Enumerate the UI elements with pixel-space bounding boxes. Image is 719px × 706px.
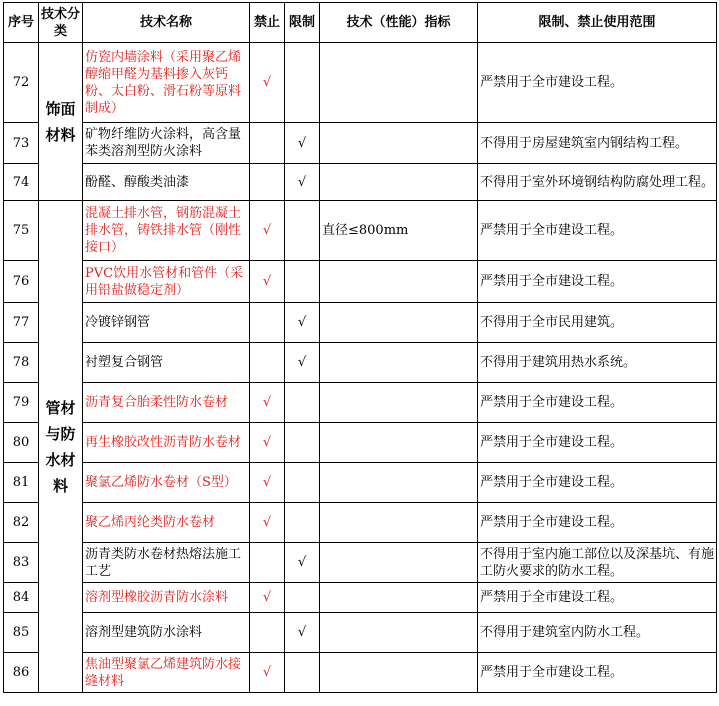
prohibit-mark: [250, 303, 285, 343]
usage-scope: 严禁用于全市建设工程。: [478, 653, 717, 693]
table-row: [4, 343, 717, 383]
header-scope: 限制、禁止使用范围: [478, 3, 717, 43]
table-row: [4, 503, 717, 543]
prohibit-mark: √: [250, 583, 285, 613]
row-number: 72: [4, 43, 39, 123]
spec-value: [320, 164, 478, 201]
header-name: 技术名称: [83, 3, 250, 43]
limit-mark: [285, 463, 320, 503]
row-number: 85: [4, 613, 39, 653]
prohibit-mark: √: [250, 653, 285, 693]
limit-mark: √: [285, 303, 320, 343]
limit-mark: [285, 503, 320, 543]
table-row: [4, 583, 717, 613]
usage-scope: 不得用于室内施工部位以及深基坑、有施工防火要求的防水工程。: [478, 543, 717, 583]
usage-scope: 不得用于房屋建筑室内钢结构工程。: [478, 123, 717, 164]
prohibit-mark: [250, 123, 285, 164]
row-number: 79: [4, 383, 39, 423]
technology-name: 混凝土排水管，钢筋混凝土排水管，铸铁排水管（刚性接口）: [83, 201, 250, 261]
row-number: 86: [4, 653, 39, 693]
technology-name: 聚氯乙烯防水卷材（S型）: [83, 463, 250, 503]
limit-mark: [285, 201, 320, 261]
header-prohibit: 禁止: [250, 3, 285, 43]
limit-mark: √: [285, 123, 320, 164]
table-row: [4, 261, 717, 303]
usage-scope: 严禁用于全市建设工程。: [478, 383, 717, 423]
usage-scope: 不得用于建筑室内防水工程。: [478, 613, 717, 653]
usage-scope: 不得用于室外环境钢结构防腐处理工程。: [478, 164, 717, 201]
table-row: [4, 613, 717, 653]
technology-name: 再生橡胶改性沥青防水卷材: [83, 423, 250, 463]
spec-value: [320, 383, 478, 423]
limit-mark: √: [285, 543, 320, 583]
row-number: 75: [4, 201, 39, 261]
row-number: 76: [4, 261, 39, 303]
prohibit-mark: √: [250, 43, 285, 123]
spec-value: [320, 303, 478, 343]
usage-scope: 不得用于建筑用热水系统。: [478, 343, 717, 383]
table-row: [4, 201, 717, 261]
header-spec: 技术（性能）指标: [320, 3, 478, 43]
usage-scope: 严禁用于全市建设工程。: [478, 583, 717, 613]
table-row: [4, 543, 717, 583]
limit-mark: [285, 261, 320, 303]
technology-name: 衬塑复合钢管: [83, 343, 250, 383]
prohibit-mark: √: [250, 423, 285, 463]
category-cell-pipe: 管材与防水材料: [39, 201, 83, 693]
header-category: 技术分类: [39, 3, 83, 43]
spec-value: 直径≤800mm: [320, 201, 478, 261]
usage-scope: 严禁用于全市建设工程。: [478, 503, 717, 543]
usage-scope: 严禁用于全市建设工程。: [478, 423, 717, 463]
header-limit: 限制: [285, 3, 320, 43]
prohibit-mark: [250, 543, 285, 583]
spec-value: [320, 543, 478, 583]
limit-mark: √: [285, 343, 320, 383]
spec-value: [320, 653, 478, 693]
row-number: 73: [4, 123, 39, 164]
spec-value: [320, 583, 478, 613]
prohibit-mark: [250, 613, 285, 653]
usage-scope: 严禁用于全市建设工程。: [478, 201, 717, 261]
category-cell-decor: 饰面材料: [39, 43, 83, 201]
row-number: 81: [4, 463, 39, 503]
usage-scope: 严禁用于全市建设工程。: [478, 463, 717, 503]
prohibit-mark: √: [250, 261, 285, 303]
spec-value: [320, 613, 478, 653]
table-row: [4, 123, 717, 164]
spec-value: [320, 463, 478, 503]
technology-name: PVC饮用水管材和管件（采用铅盐做稳定剂）: [83, 261, 250, 303]
prohibit-mark: [250, 343, 285, 383]
usage-scope: 严禁用于全市建设工程。: [478, 261, 717, 303]
spec-value: [320, 43, 478, 123]
limit-mark: [285, 653, 320, 693]
spec-value: [320, 123, 478, 164]
table-row: [4, 463, 717, 503]
table-row: [4, 383, 717, 423]
limit-mark: [285, 43, 320, 123]
technology-name: 溶剂型橡胶沥青防水涂料: [83, 583, 250, 613]
technology-name: 冷镀锌钢管: [83, 303, 250, 343]
row-number: 84: [4, 583, 39, 613]
restriction-table: [3, 2, 717, 693]
prohibit-mark: [250, 164, 285, 201]
usage-scope: 严禁用于全市建设工程。: [478, 43, 717, 123]
limit-mark: [285, 423, 320, 463]
table-row: [4, 43, 717, 123]
prohibit-mark: √: [250, 201, 285, 261]
spec-value: [320, 503, 478, 543]
prohibit-mark: √: [250, 383, 285, 423]
table-row: [4, 423, 717, 463]
technology-name: 聚乙烯丙纶类防水卷材: [83, 503, 250, 543]
table-row: [4, 303, 717, 343]
prohibit-mark: √: [250, 463, 285, 503]
spec-value: [320, 261, 478, 303]
limit-mark: √: [285, 164, 320, 201]
table-row: [4, 653, 717, 693]
row-number: 78: [4, 343, 39, 383]
limit-mark: √: [285, 613, 320, 653]
spec-value: [320, 343, 478, 383]
row-number: 83: [4, 543, 39, 583]
header-row: [4, 3, 717, 43]
technology-name: 焦油型聚氯乙烯建筑防水接缝材料: [83, 653, 250, 693]
table-row: [4, 164, 717, 201]
row-number: 77: [4, 303, 39, 343]
prohibit-mark: √: [250, 503, 285, 543]
limit-mark: [285, 383, 320, 423]
technology-name: 沥青类防水卷材热熔法施工工艺: [83, 543, 250, 583]
technology-name: 沥青复合胎柔性防水卷材: [83, 383, 250, 423]
header-seq: 序号: [4, 3, 39, 43]
technology-name: 酚醛、醇酸类油漆: [83, 164, 250, 201]
technology-name: 矿物纤维防火涂料，高含量苯类溶剂型防火涂料: [83, 123, 250, 164]
row-number: 82: [4, 503, 39, 543]
row-number: 74: [4, 164, 39, 201]
limit-mark: [285, 583, 320, 613]
row-number: 80: [4, 423, 39, 463]
spec-value: [320, 423, 478, 463]
technology-name: 溶剂型建筑防水涂料: [83, 613, 250, 653]
technology-name: 仿瓷内墙涂料（采用聚乙烯醇缩甲醛为基料掺入灰钙粉、太白粉、滑石粉等原料制成）: [83, 43, 250, 123]
usage-scope: 不得用于全市民用建筑。: [478, 303, 717, 343]
